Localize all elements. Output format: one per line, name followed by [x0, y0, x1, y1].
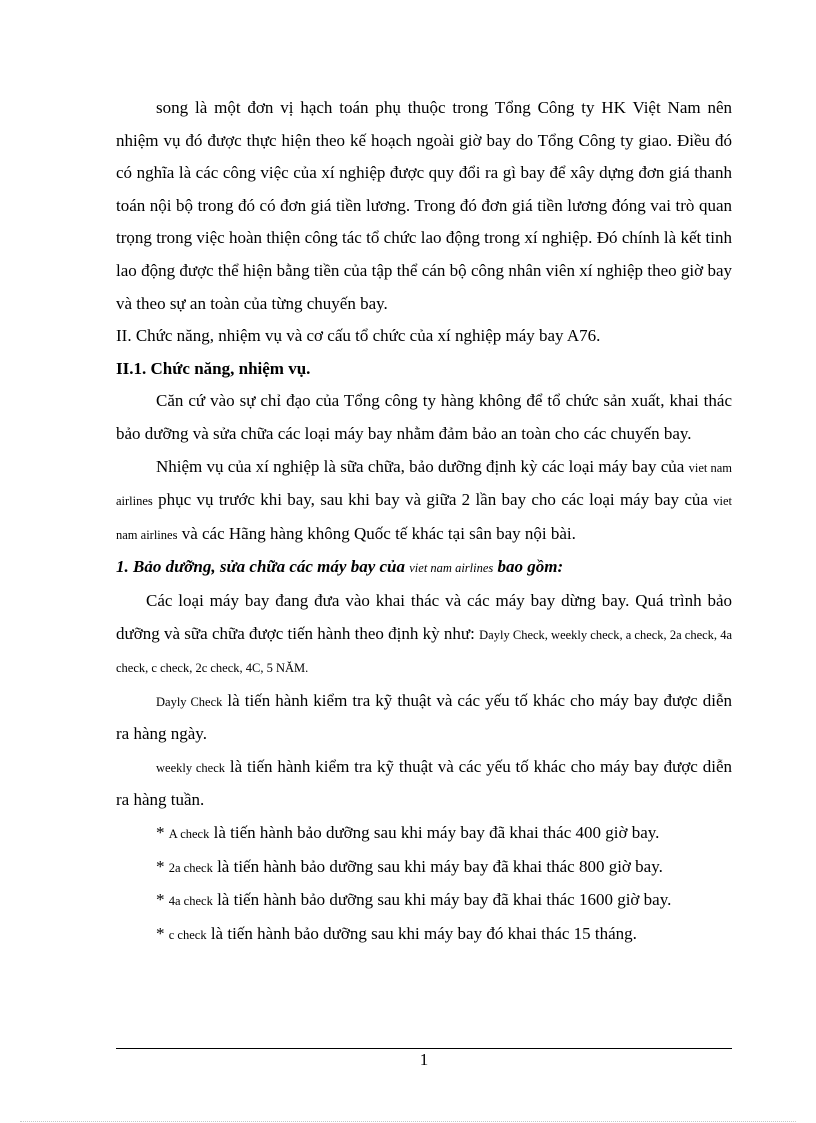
paragraph-function: Căn cứ vào sự chỉ đạo của Tổng công ty hàng không để tổ chức sản xuất, khai thác bảo dưỡng và sửa chữa các loại máy bay nhằm đảm bảo an toàn cho các chuyến bay.: [116, 391, 732, 443]
heading-text-1: 1. Bảo dưỡng, sửa chữa các máy bay của: [116, 557, 405, 577]
check-item-4a: [116, 884, 732, 918]
heading-text-2: bao gồm:: [497, 557, 564, 577]
check-code: weekly check: [156, 760, 225, 775]
check-desc: là tiến hành kiểm tra kỹ thuật và các yếu tố khác cho máy bay được diễn ra hàng tuần.: [116, 756, 732, 810]
duty-text-1: Nhiệm vụ của xí nghiệp là sữa chữa, bảo dưỡng định kỳ các loại máy bay của: [156, 456, 685, 476]
duty-text-2: phục vụ trước khi bay, sau khi bay và giữa 2 lần bay cho các loại máy bay của: [158, 490, 708, 510]
check-code: 4a check: [168, 894, 213, 909]
paragraph-intro: song là một đơn vị hạch toán phụ thuộc trong Tổng Công ty HK Việt Nam nên nhiệm vụ đó được thực hiện theo kế hoạch ngoài giờ bay do Tổng Công ty giao. Điều đó có nghĩa là các công việc của xí nghiệp được quy đổi ra gì bay để xây dựng đơn giá thanh toán nội bộ trong đó có đơn giá tiền lương. Trong đó đơn giá tiền lương đóng vai trò quan trọng trong việc hoàn thiện công tác tổ chức lao động trong xí nghiệp. Đó chính là kết tinh lao động được thể hiện bằng tiền của tập thể cán bộ công nhân viên xí nghiệp theo giờ bay và theo sự an toàn của từng chuyến bay.: [116, 98, 732, 313]
bullet-star: *: [156, 823, 165, 843]
check-desc: là tiến hành bảo dưỡng sau khi máy bay đã khai thác 800 giờ bay.: [217, 856, 663, 876]
body-text: [116, 92, 732, 951]
page-bottom-border: [20, 1121, 796, 1122]
check-item-c: [116, 918, 732, 952]
check-item-2a: [116, 851, 732, 885]
paragraph-maintenance: [116, 585, 732, 685]
check-desc: là tiến hành bảo dưỡng sau khi máy bay đã khai thác 1600 giờ bay.: [217, 890, 672, 910]
check-desc: là tiến hành bảo dưỡng sau khi máy bay đó khai thác 15 tháng.: [210, 923, 637, 943]
check-code: 2a check: [168, 860, 213, 875]
paragraph-weekly-check: [116, 751, 732, 817]
airline-name: viet nam airlines: [116, 494, 733, 542]
check-desc: là tiến hành bảo dưỡng sau khi máy bay đã khai thác 400 giờ bay.: [213, 823, 660, 843]
page-number: 1: [419, 1050, 429, 1069]
bullet-star: *: [156, 890, 165, 910]
bullet-star: *: [156, 856, 165, 876]
paragraph-dayly-check: [116, 685, 732, 751]
check-list: Dayly Check, weekly check, a check, 2a check, 4a check, c check, 2c check, 4C, 5 NĂM.: [116, 627, 732, 676]
section-heading-ii: II. Chức năng, nhiệm vụ và cơ cấu tổ chức của xí nghiệp máy bay A76.: [116, 326, 601, 346]
footer-rule: [116, 1048, 732, 1049]
check-desc: là tiến hành kiểm tra kỹ thuật và các yếu tố khác cho máy bay được diễn ra hàng ngày.: [116, 690, 733, 744]
check-code: Dayly Check: [156, 694, 223, 709]
check-code: c check: [168, 927, 207, 942]
check-code: A check: [168, 827, 210, 842]
maintenance-text: Các loại máy bay đang đưa vào khai thác và các máy bay dừng bay. Quá trình bảo dưỡng và sữa chữa được tiến hành theo định kỳ như:: [116, 590, 732, 643]
airline-name: viet nam airlines: [409, 561, 494, 576]
paragraph-duty: [116, 451, 732, 552]
bullet-star: *: [156, 923, 165, 943]
section-heading-ii-1: II.1. Chức năng, nhiệm vụ.: [116, 358, 311, 378]
duty-text-3: và các Hãng hàng không Quốc tế khác tại sân bay nội bài.: [181, 523, 576, 543]
check-item-a: [116, 817, 732, 851]
heading-maintenance: [116, 551, 732, 585]
airline-name: viet nam airlines: [116, 460, 733, 509]
